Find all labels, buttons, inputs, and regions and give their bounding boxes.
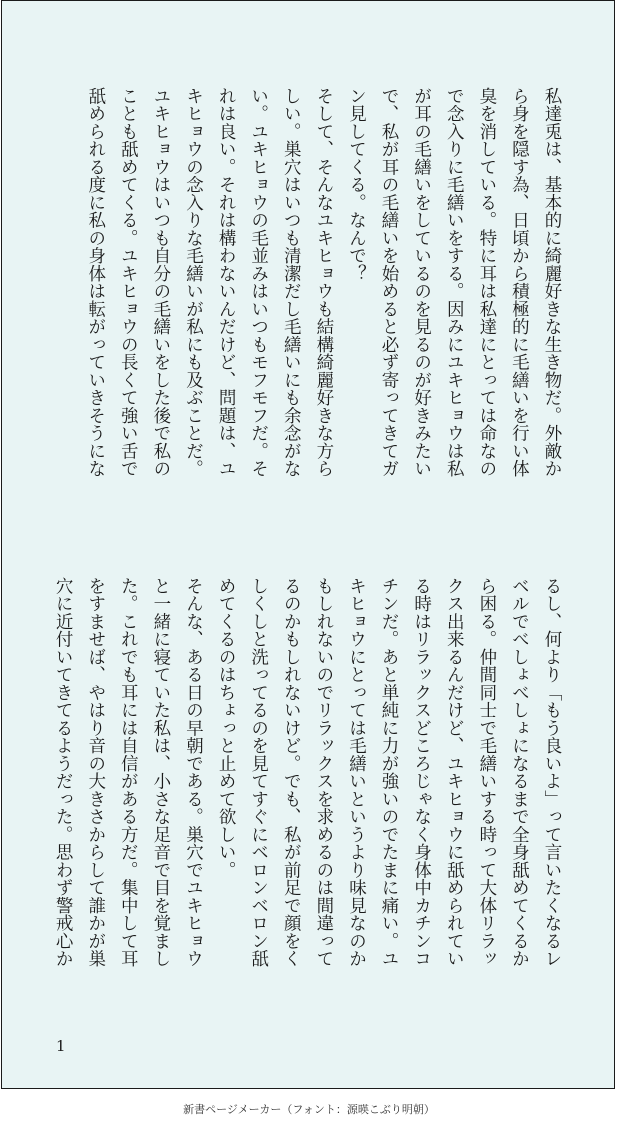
text-line: で念入りに毛繕いをする。因みにユキヒョウは私 xyxy=(444,87,465,478)
text-line: もしれないのでリラックスを求めるのは間違って xyxy=(313,577,334,968)
footer-credit: 新書ページメーカー（フォント：源暎こぶり明朝） xyxy=(183,1103,435,1116)
page-number: 1 xyxy=(56,1037,66,1055)
text-line: クス出来るんだけど、ユキヒョウに舐められてい xyxy=(444,577,465,968)
book-page xyxy=(1,0,615,1089)
text-line: そして、そんなユキヒョウも結構綺麗好きな方ら xyxy=(313,87,334,478)
text-line: 臭を消している。特に耳は私達にとっては命なの xyxy=(476,87,497,478)
text-line: るし、何より「もう良いよ」って言いたくなるレ xyxy=(542,577,562,968)
text-line: チンだ。あと単純に力が強いのでたまに痛い。ユ xyxy=(379,577,400,968)
text-line: キヒョウの念入りな毛繕いが私にも及ぶことだ。 xyxy=(183,87,204,478)
text-line: た。これでも耳には自信がある方だ。集中して耳 xyxy=(118,577,139,968)
text-line: と一緒に寝ていた私は、小さな足音で目を覚まし xyxy=(150,577,171,968)
text-line: 舐められる度に私の身体は転がっていきそうにな xyxy=(85,87,106,478)
text-line: しくしと洗ってるのを見てすぐにベロンベロン舐 xyxy=(248,577,269,968)
text-line: ら困る。仲間同士で毛繕いする時って大体リラッ xyxy=(476,577,497,968)
text-block-bottom xyxy=(47,577,569,1017)
text-line: しい。巣穴はいつも清潔だし毛繕いにも余念がな xyxy=(281,87,302,478)
text-block-top xyxy=(79,87,568,527)
text-line: が耳の毛繕いをしているのを見るのが好きみたい xyxy=(411,87,432,478)
text-line: ら身を隠す為、日頃から積極的に毛繕いを行い体 xyxy=(509,87,530,478)
text-line: そんな、ある日の早朝である。巣穴でユキヒョウ xyxy=(183,577,204,968)
text-line: れは良い。それは構わないんだけど、問題は、ユ xyxy=(216,87,237,478)
text-line: るのかもしれないけど。でも、私が前足で顔をく xyxy=(281,577,302,968)
text-line: をすませば、やはり音の大きさからして誰かが巣 xyxy=(85,577,106,968)
text-line: キヒョウにとっては毛繕いというより味見なのか xyxy=(346,577,367,968)
text-line: 私達兎は、基本的に綺麗好きな生き物だ。外敵か xyxy=(542,87,562,478)
text-line: る時はリラックスどころじゃなく身体中カチンコ xyxy=(411,577,432,968)
text-line: 穴に近付いてきてるようだった。思わず警戒心か xyxy=(53,577,74,968)
text-line: ベルでべしょべしょになるまで全身舐めてくるか xyxy=(509,577,530,968)
text-line: い。ユキヒョウの毛並みはいつもモフモフだ。そ xyxy=(248,87,269,478)
text-line: ン見してくる。なんで？ xyxy=(346,87,367,283)
text-line: ことも舐めてくる。ユキヒョウの長くて強い舌で xyxy=(118,87,139,478)
text-line: ユキヒョウはいつも自分の毛繕いをした後で私の xyxy=(150,87,171,478)
text-line: で、私が耳の毛繕いを始めると必ず寄ってきてガ xyxy=(379,87,400,478)
text-line: めてくるのはちょっと止めて欲しい。 xyxy=(216,577,237,879)
